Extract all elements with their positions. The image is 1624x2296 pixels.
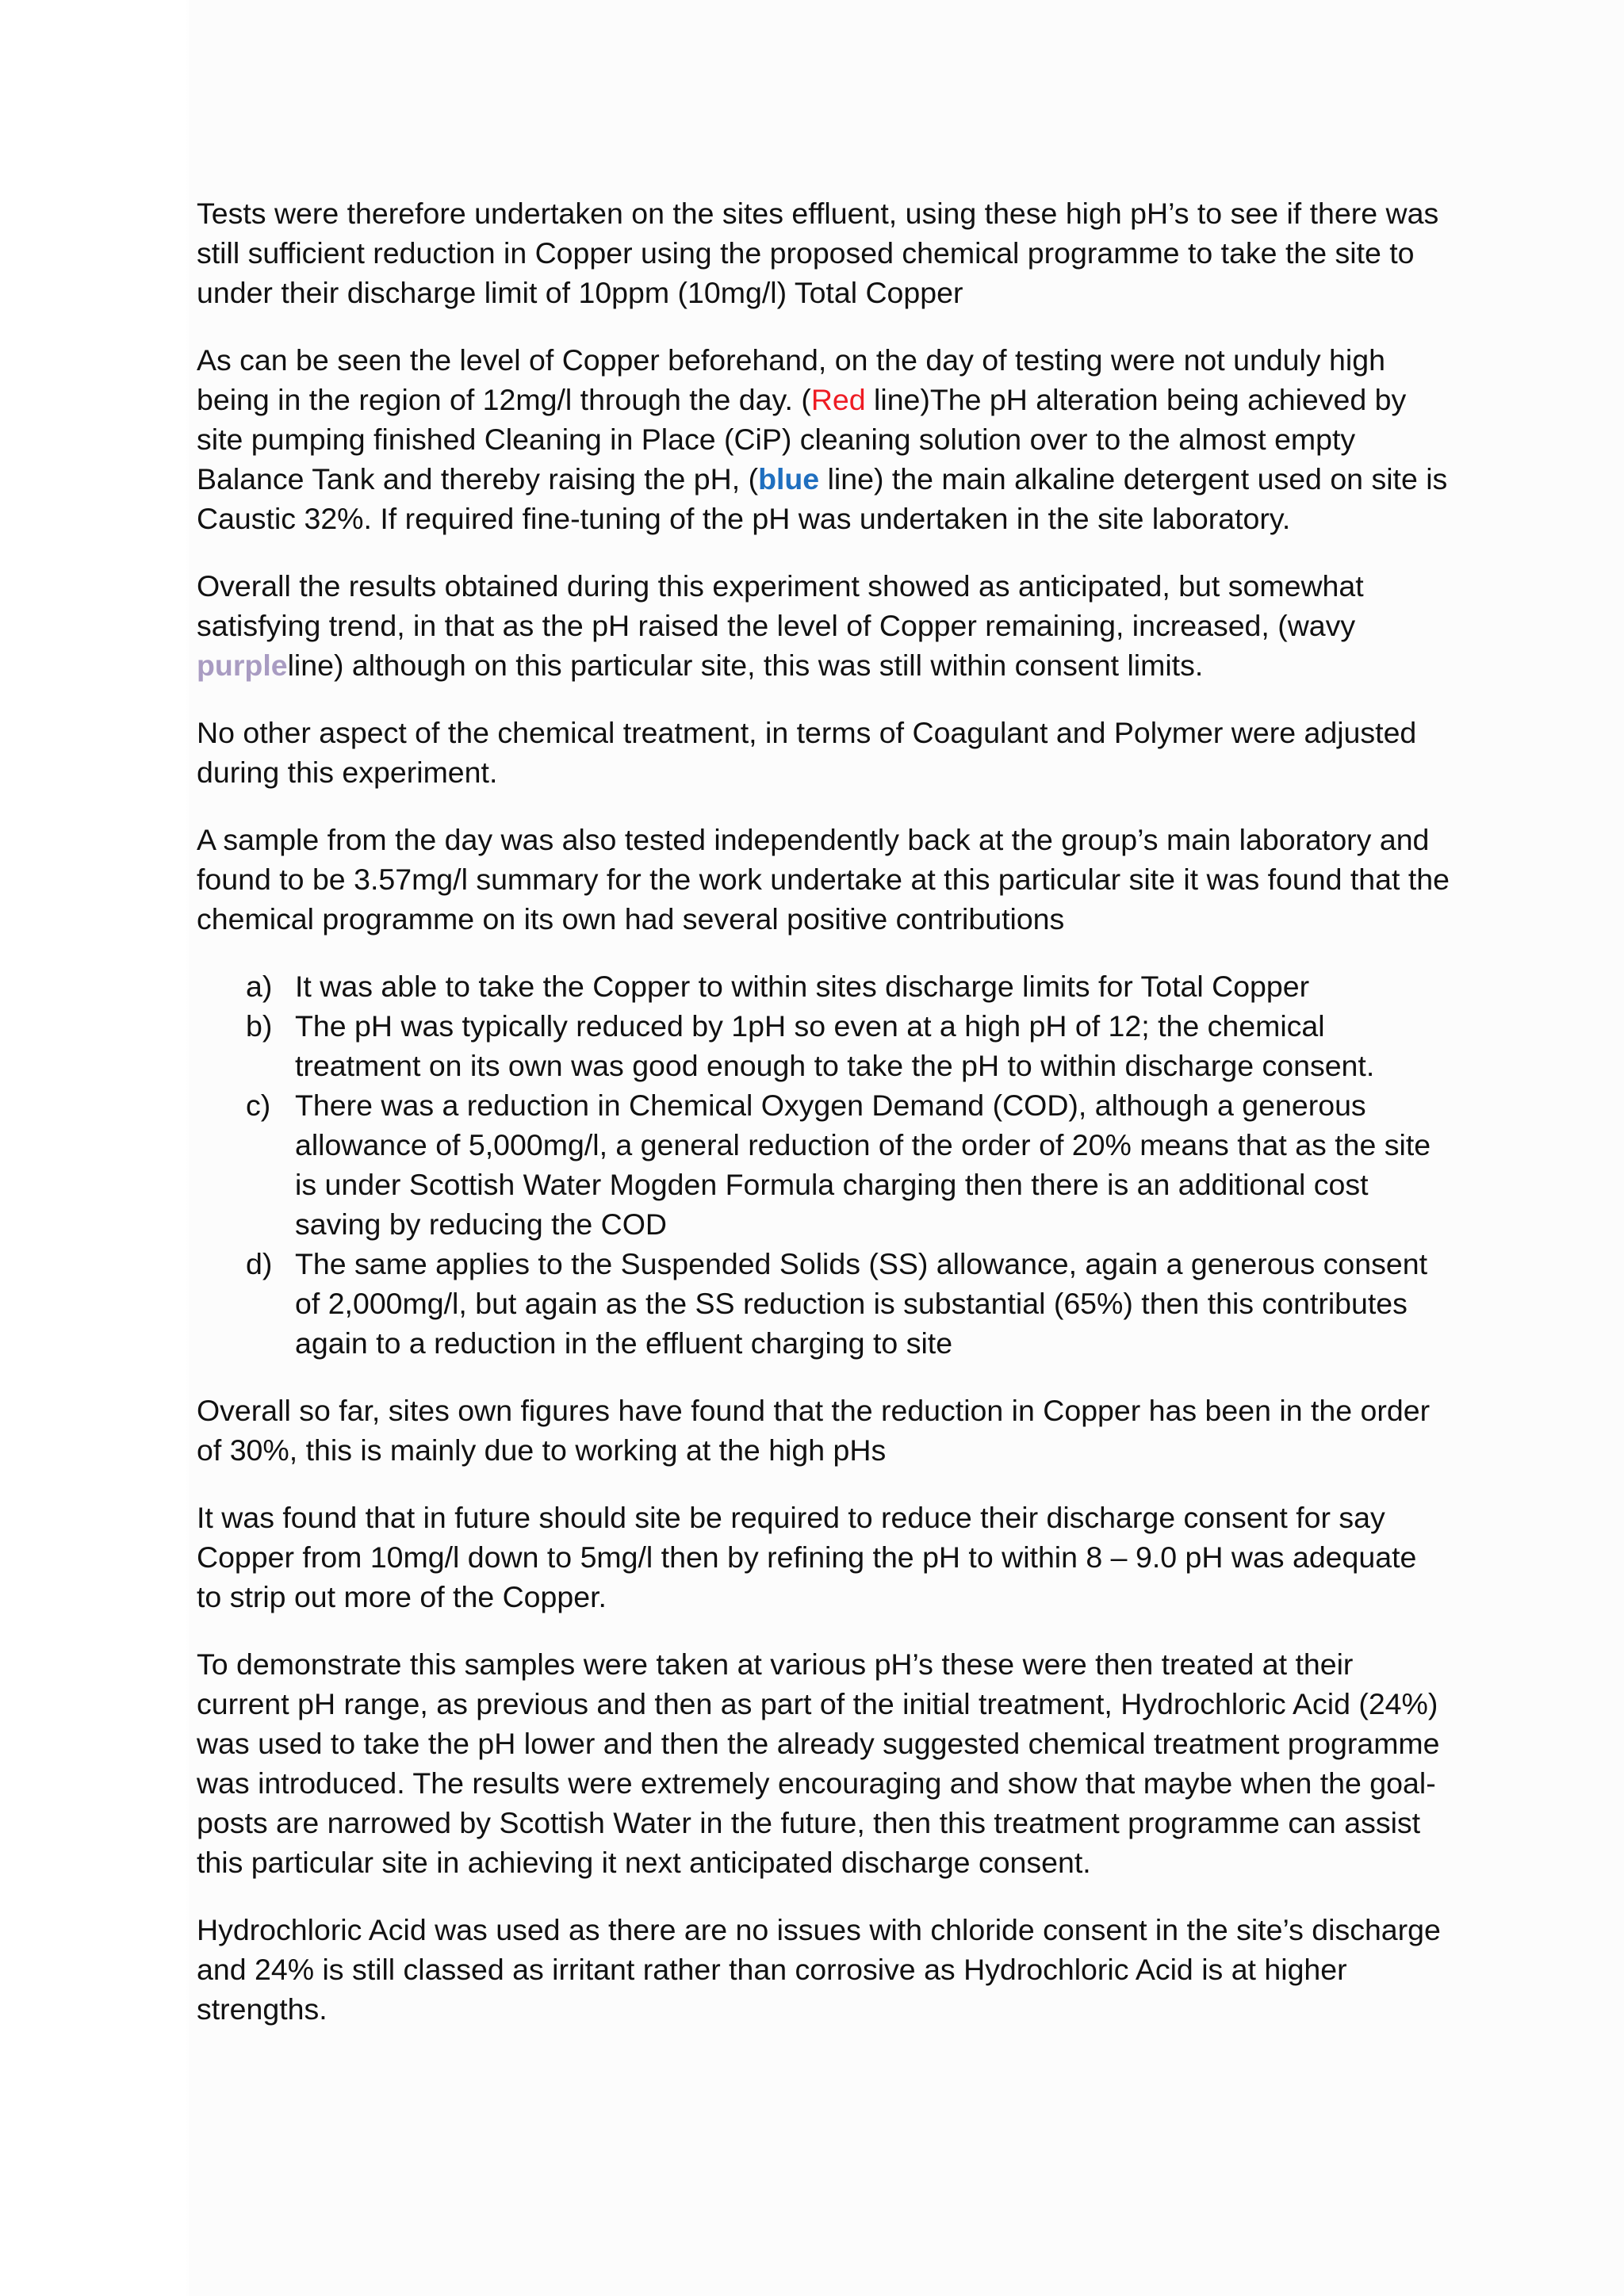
list-item bbox=[197, 966, 1450, 1006]
blue-line-label: blue bbox=[758, 462, 820, 496]
paragraph-overall-results-text-2: line) although on this particular site, this was still within consent limits. bbox=[287, 649, 1204, 682]
paragraph-demonstration: To demonstrate this samples were taken at various pH’s these were then treated at their current pH range, as previous and then as part of the initial treatment, Hydrochloric Acid (24%) was used to take the pH lower and then the already suggested chemical treatment programme was introduced. The results were extremely encouraging and show that maybe when the goal-posts are narrowed by Scottish Water in the future, then this treatment programme can assist this particular site in achieving it next anticipated discharge consent. bbox=[197, 1647, 1440, 1879]
paragraph-overall-so-far: Overall so far, sites own figures have found that the reduction in Copper has been in the order of 30%, this is mainly due to working at the high pHs bbox=[197, 1394, 1431, 1467]
paragraph-overall-results bbox=[197, 566, 1450, 685]
list-item bbox=[197, 1085, 1450, 1244]
purple-line-label: purple bbox=[197, 649, 288, 682]
paragraph-no-other-aspect: No other aspect of the chemical treatment, in terms of Coagulant and Polymer were adjusted during this experiment. bbox=[197, 716, 1417, 789]
red-line-label: Red bbox=[810, 383, 866, 416]
paragraph-copper-levels bbox=[197, 340, 1450, 538]
list-marker: c) bbox=[246, 1089, 271, 1122]
paragraph-copper-levels-text-3: line) the main alkaline detergent used on site is Caustic 32%. If required fine-tuning of the pH was undertaken in the site laboratory. bbox=[197, 462, 1448, 535]
list-item-text: The pH was typically reduced by 1pH so even at a high pH of 12; the chemical treatment on its own was good enough to take the pH to within discharge consent. bbox=[295, 1009, 1375, 1082]
document-body bbox=[197, 193, 1450, 2057]
list-item-text: There was a reduction in Chemical Oxygen Demand (COD), although a generous allowance of 5,000mg/l, a general reduction of the order of 20% means that as the site is under Scottish Water Mogden Formula charging then there is an additional cost saving by reducing the COD bbox=[295, 1089, 1431, 1241]
paragraph-copper-levels-text-1: As can be seen the level of Copper beforehand, on the day of testing were not unduly high being in the region of 12mg/l through the day. ( bbox=[197, 343, 1385, 416]
paragraph-overall-results-text-1: Overall the results obtained during this experiment showed as anticipated, but somewhat satisfying trend, in that as the pH raised the level of Copper remaining, increased, (wavy bbox=[197, 569, 1364, 642]
list-marker: b) bbox=[246, 1009, 273, 1043]
paragraph-sample-tested: A sample from the day was also tested independently back at the group’s main laboratory and found to be 3.57mg/l summary for the work undertake at this particular site it was found that the chemical programme on its own had several positive contributions bbox=[197, 823, 1450, 936]
paragraph-copper-levels-text-2: line)The pH alteration being achieved by site pumping finished Cleaning in Place (CiP) cleaning solution over to the almost empty Balance Tank and thereby raising the pH, ( bbox=[197, 383, 1407, 496]
paragraph-hydrochloric-acid: Hydrochloric Acid was used as there are no issues with chloride consent in the site’s discharge and 24% is still classed as irritant rather than corrosive as Hydrochloric Acid is at higher strengths. bbox=[197, 1913, 1441, 2026]
list-item bbox=[197, 1244, 1450, 1363]
list-item bbox=[197, 1006, 1450, 1085]
list-item-text: It was able to take the Copper to within sites discharge limits for Total Copper bbox=[295, 970, 1310, 1003]
list-marker: d) bbox=[246, 1247, 273, 1280]
list-item-text: The same applies to the Suspended Solids (SS) allowance, again a generous consent of 2,000mg/l, but again as the SS reduction is substantial (65%) then this contributes again to a reduction in the effluent charging to site bbox=[295, 1247, 1427, 1360]
list-marker: a) bbox=[246, 970, 273, 1003]
paragraph-tests-undertaken: Tests were therefore undertaken on the sites effluent, using these high pH’s to see if there was still sufficient reduction in Copper using the proposed chemical programme to take the site to under their discharge limit of 10ppm (10mg/l) Total Copper bbox=[197, 197, 1439, 309]
contributions-list bbox=[197, 966, 1450, 1363]
paragraph-future-consent: It was found that in future should site be required to reduce their discharge consent for say Copper from 10mg/l down to 5mg/l then by refining the pH to within 8 – 9.0 pH was adequate to strip out more of the Copper. bbox=[197, 1501, 1417, 1613]
